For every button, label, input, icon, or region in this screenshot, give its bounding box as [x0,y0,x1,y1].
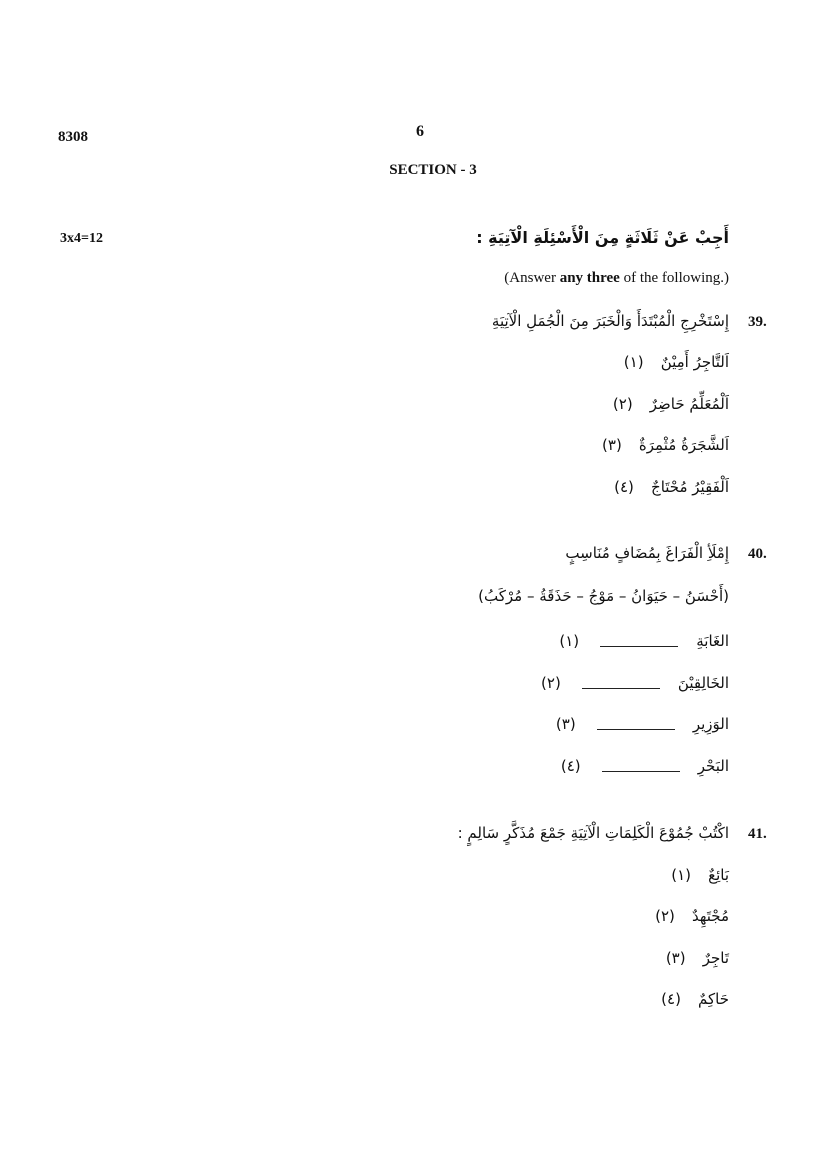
question-text: إِسْتَخْرِجِ الْمُبْتَدَأَ وَالْخَبَرَ مِنَ الْجُمَلِ الْآتِيَةِ [491,312,729,330]
option-text: الخَالِقِيْنَ [677,674,729,692]
option-number: (٣) [555,715,576,733]
option-item [652,907,729,925]
option-number: (٣) [665,949,686,967]
option-number: (٤) [614,478,634,496]
blank-line [597,719,675,730]
marks-allocation: 3x4=12 [60,231,103,246]
option-number: (٢) [541,674,561,692]
option-text: بَائِعٌ [708,866,729,884]
option-text: الوَزِيرِ [692,715,729,733]
option-text: حَاكِمٌ [698,990,729,1008]
question-text: إِمْلَأِ الْفَرَاغَ بِمُضَافٍ مُنَاسِبٍ [565,544,729,562]
blank-line [600,636,678,647]
question-number: 39. [748,314,767,330]
question-text: اكْتُبْ جُمُوْعَ الْكَلِمَاتِ الْآتِيَةِ جَمْعَ مُذَكَّرٍ سَالِمٍ : [457,824,729,842]
option-text: تَاجِرٌ [702,949,729,967]
option-item [611,478,729,496]
option-number: (١) [671,866,691,884]
instruction-english-bold: any three [559,270,620,286]
option-number: (١) [559,632,580,650]
blank-line [602,761,680,772]
option-text: اَلتَّاجِرُ أَمِيْنٌ [660,353,729,371]
option-text: اَلْفَقِيْرُ مُحْتَاجٌ [651,478,729,496]
option-item [668,866,729,884]
instruction-english-suffix: of the following.) [619,270,729,286]
option-item [553,715,729,733]
option-item [610,395,729,413]
option-item [621,353,729,371]
option-text: اَلشَّجَرَةُ مُثْمِرَةٌ [638,436,729,454]
instruction-english [504,270,729,287]
option-number: (٢) [655,907,675,925]
instruction-english-prefix: (Answer [504,270,560,286]
option-number: (٢) [612,395,633,413]
word-bank: (أَحْسَنُ – حَيَوَانُ – مَوْجُ – حَذَقَةُ – مُرْكَبُ) [478,587,729,605]
instruction-arabic: أَجِبْ عَنْ ثَلَاثَةٍ مِنَ الْأَسْئِلَةِ الْآتِيَةِ : [476,228,729,247]
option-number: (٣) [602,436,622,454]
option-text: مُجْتَهِدٌ [691,907,729,925]
section-title: SECTION - 3 [389,162,477,178]
blank-line [582,678,660,689]
option-text: البَحْرِ [697,757,729,775]
option-item [538,674,729,692]
option-text: اَلْمُعَلِّمُ حَاضِرٌ [649,395,729,413]
question-number: 40. [748,546,767,562]
option-number: (٤) [661,990,681,1008]
option-number: (١) [623,353,644,371]
option-item [556,632,729,650]
option-item [663,949,729,967]
option-number: (٤) [560,757,581,775]
page-number: 6 [416,123,424,140]
option-item [658,990,729,1008]
option-item [599,436,729,454]
question-number: 41. [748,826,767,842]
option-text: الغَابَةِ [696,632,729,650]
paper-code: 8308 [58,129,88,145]
option-item [558,757,729,775]
